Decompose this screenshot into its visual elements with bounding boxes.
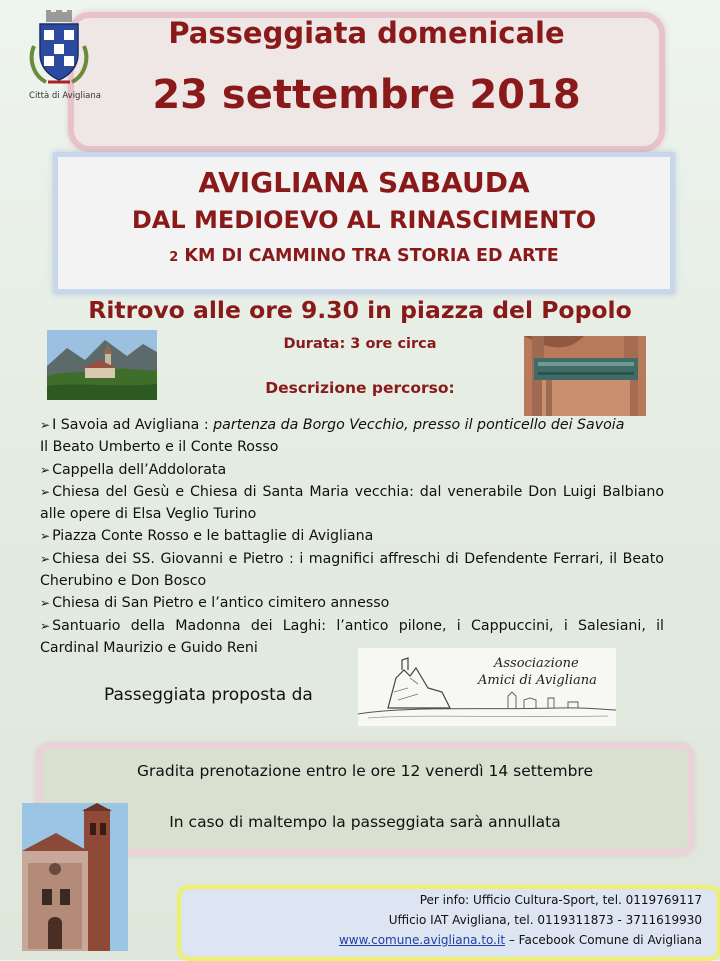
route-item: ➢ Cappella dell’Addolorata — [40, 461, 227, 478]
arrow-bullet-icon: ➢ — [40, 551, 51, 566]
subtitle-line3 — [53, 246, 675, 266]
subtitle-line3-text: KM DI CAMMINO TRA STORIA ED ARTE — [184, 246, 559, 266]
subtitle-line1: AVIGLIANA SABAUDA — [198, 166, 530, 199]
event-title: Passeggiata domenicale — [168, 16, 565, 50]
arrow-bullet-icon: ➢ — [40, 596, 51, 611]
subtitle-line2: DAL MEDIOEVO AL RINASCIMENTO — [131, 206, 597, 234]
stone-capital-photo — [524, 336, 646, 416]
route-item: ➢ Piazza Conte Rosso e le battaglie di Avigliana — [40, 528, 374, 545]
route-item: ➢ Chiesa del Gesù e Chiesa di Santa Maria vecchia: dal venerabile Don Luigi Balbiano alle opere di Elsa Veglio Turino — [40, 483, 664, 523]
route-item: ➢ Chiesa di San Pietro e l’antico cimitero annesso — [40, 595, 390, 612]
event-date: 23 settembre 2018 — [152, 72, 581, 118]
church-photo — [22, 803, 128, 951]
proposed-by-label: Passeggiata proposta da — [104, 685, 313, 705]
arrow-bullet-icon: ➢ — [40, 418, 51, 432]
route-list — [40, 414, 664, 659]
village-landscape-photo — [47, 330, 157, 400]
association-name-line2: Amici di Avigliana — [478, 673, 597, 688]
info-line2: Ufficio IAT Avigliana, tel. 0119311873 - 3711619930 — [388, 913, 702, 927]
coat-of-arms-icon — [24, 10, 94, 88]
subtitle-distance-number: 2 — [169, 250, 179, 265]
arrow-bullet-icon: ➢ — [40, 529, 51, 544]
facebook-text: – Facebook Comune di Avigliana — [505, 933, 702, 947]
association-name-line1: Associazione — [494, 656, 579, 671]
route-item: ➢ Santuario della Madonna dei Laghi: l’antico pilone, i Cappuccini, i Salesiani, il Cardinal Maurizio e Guido Reni — [40, 617, 664, 656]
arrow-bullet-icon: ➢ — [40, 484, 51, 499]
duration: Durata: 3 ore circa — [283, 336, 437, 352]
coat-caption: Città di Avigliana — [29, 91, 101, 101]
booking-notice: Gradita prenotazione entro le ore 12 venerdì 14 settembre — [136, 762, 593, 780]
route-item: ➢ I Savoia ad Avigliana : partenza da Borgo Vecchio, presso il ponticello dei Savoia — [40, 417, 625, 433]
info-line3 — [182, 933, 702, 947]
info-line1: Per info: Ufficio Cultura-Sport, tel. 0119769117 — [419, 893, 702, 907]
route-item-continuation: Il Beato Umberto e il Conte Rosso — [40, 439, 279, 456]
weather-notice: In caso di maltempo la passeggiata sarà annullata — [169, 813, 561, 831]
arrow-bullet-icon: ➢ — [40, 462, 51, 477]
booking-box — [36, 743, 694, 855]
route-item: ➢ Chiesa dei SS. Giovanni e Pietro : i magnifici affreschi di Defendente Ferrari, il Beato Cherubino e Don Bosco — [40, 550, 664, 590]
arrow-bullet-icon: ➢ — [40, 618, 51, 633]
description-heading: Descrizione percorso: — [265, 379, 455, 397]
meeting-point: Ritrovo alle ore 9.30 in piazza del Popolo — [88, 296, 632, 324]
website-link[interactable]: www.comune.avigliana.to.it — [338, 933, 506, 947]
association-logo — [358, 648, 616, 726]
